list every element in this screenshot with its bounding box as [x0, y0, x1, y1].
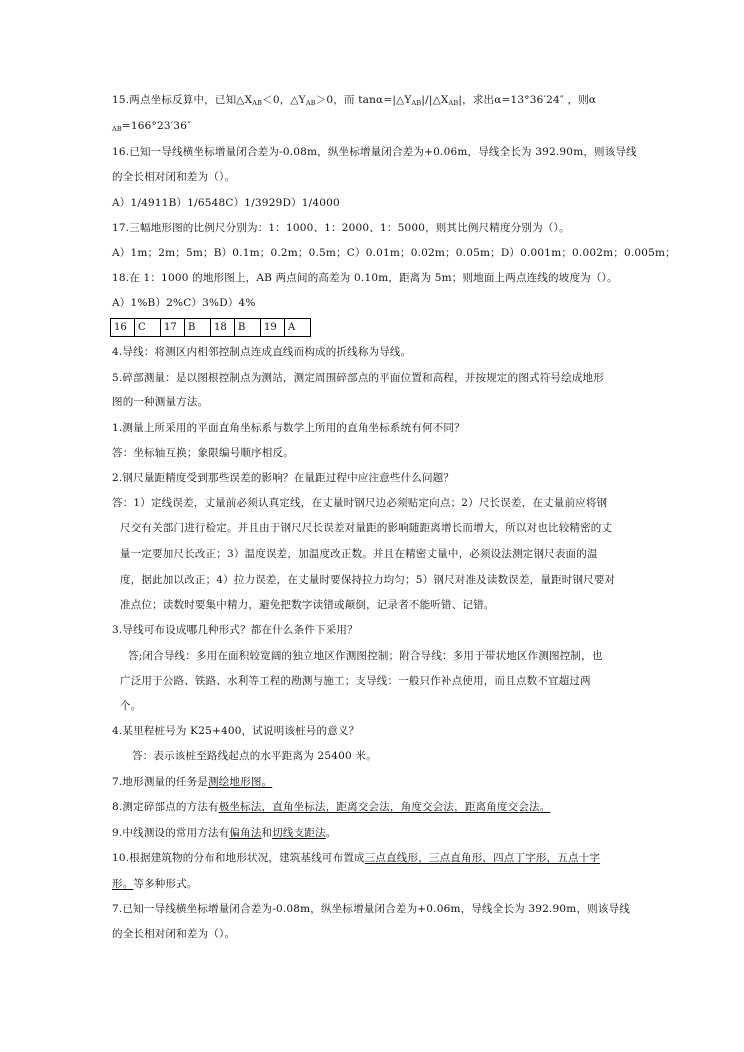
question-steel-tape: 2.钢尺量距精度受到那些误差的影响？在量距过程中应注意些什么问题？	[112, 472, 455, 484]
question-18: 18.在 1：1000 的地形图上，AB 两点间的高差为 0.10m，距离为 5m；则地面上两点连线的坡度为（）。	[112, 272, 618, 284]
definition-detail-survey-line-2: 图的一种测量方法。	[112, 396, 209, 408]
answer-steel-tape-line-5: 准点位；读数时要集中精力，避免把数字读错或颠倒，记录者不能听错、记错。	[120, 599, 495, 611]
question-16-options: A）1/4911B）1/6548C）1/3929D）1/4000	[112, 197, 340, 209]
answer-traverse-forms-line-1: 答;闭合导线：多用在面积较宽阔的独立地区作测图控制；附合导线：多用于带状地区作测图控制，也	[128, 650, 603, 662]
answer-steel-tape-line-3: 量一定要加尺长改正；3）温度误差，加温度改正数。并且在精密丈量中，必须设法测定钢尺表面的温	[120, 548, 598, 560]
fill-in-10-line-1: 10.根据建筑物的分布和地形状况，建筑基线可布置成三点直线形，三点直角形，四点丁字形，五点十字	[112, 852, 601, 864]
answer-coordinate-system: 答：坐标轴互换；象限编号顺序相反。	[112, 447, 294, 459]
question-18-options: A）1%B）2%C）3%D）4%	[112, 297, 256, 309]
answer-cell: 16	[111, 319, 135, 337]
question-7-line-2: 的全长相对闭和差为（）。	[112, 928, 236, 940]
question-15-line-2: $_{AB}$=166°23′36″	[112, 120, 192, 133]
answer-traverse-forms-line-2: 广泛用于公路、铁路、水利等工程的勘测与施工；支导线：一般只作补点使用，而且点数不宜超过两	[120, 675, 591, 687]
fill-in-7: 7.地形测量的任务是测绘地形图。	[112, 776, 273, 788]
definition-traverse: 4.导线：将测区内相邻控制点连成直线而构成的折线称为导线。	[112, 346, 412, 358]
fill-in-8: 8.测定碎部点的方法有极坐标法，直角坐标法，距离交会法，角度交会法，距离角度交会法。	[112, 801, 551, 813]
answer-cell: B	[235, 319, 261, 337]
answer-cell: 18	[211, 319, 235, 337]
answer-steel-tape-line-4: 度，据此加以改正；4）拉力误差，在丈量时要保持拉力均匀；5）钢尺对准及读数误差，量距时钢尺要对	[120, 574, 616, 586]
answer-chainage: 答：表示该桩至路线起点的水平距离为 25400 米。	[132, 750, 377, 762]
answer-cell: 17	[161, 319, 185, 337]
question-16-line-1: 16.已知一导线横坐标增量闭合差为-0.08m，纵坐标增量闭合差为+0.06m，导线全长为 392.90m，则该导线	[112, 146, 637, 158]
question-17: 17.三幅地形图的比例尺分别为：1：1000、1：2000、1：5000，则其比例尺精度分别为（）。	[112, 222, 570, 234]
question-coordinate-system: 1.测量上所采用的平面直角坐标系与数学上所用的直角坐标系统有何不同？	[112, 422, 465, 434]
question-chainage: 4.某里程桩号为 K25+400，试说明该桩号的意义？	[112, 725, 360, 737]
answer-cell: 19	[261, 319, 285, 337]
answer-table-row	[111, 319, 311, 337]
question-16-line-2: 的全长相对闭和差为（）。	[112, 171, 236, 183]
question-traverse-forms: 3.导线可布设成哪几种形式？都在什么条件下采用？	[112, 624, 358, 636]
answer-cell: B	[185, 319, 211, 337]
question-15-line-1: 15.两点坐标反算中，已知$\triangle X_{AB}<0$，$\triangle Y_{AB}>0$，而 $\tan\alpha=|\triangle Y_{AB}|/|\triangle X_{AB}|$，求出α=13°36′24″ ，则α	[112, 94, 597, 107]
answer-cell: C	[135, 319, 161, 337]
answer-cell: A	[285, 319, 311, 337]
fill-in-10-line-2: 形。等多种形式。	[112, 878, 198, 890]
definition-detail-survey-line-1: 5.碎部测量：是以图根控制点为测站，测定周围碎部点的平面位置和高程，并按规定的图式符号绘成地形	[112, 372, 604, 384]
fill-in-9: 9.中线测设的常用方法有偏角法和切线支距法。	[112, 827, 337, 839]
answer-steel-tape-line-2: 尺交有关部门进行检定。并且由于钢尺尺长误差对量距的影响随距离增长而增大，所以对也比较精密的丈	[120, 522, 613, 534]
answer-traverse-forms-line-3: 个。	[120, 700, 142, 712]
question-17-options: A）1m；2m；5m；B）0.1m；0.2m；0.5m；C）0.01m；0.02m；0.05m；D）0.001m；0.002m；0.005m；	[112, 247, 676, 259]
answer-steel-tape-line-1: 答：1）定线误差，丈量前必须认真定线，在丈量时钢尺边必须贴定向点；2）尺长误差，在丈量前应将钢	[112, 497, 608, 509]
question-7-line-1: 7.已知一导线横坐标增量闭合差为-0.08m，纵坐标增量闭合差为+0.06m，导线全长为 392.90m，则该导线	[112, 903, 630, 915]
answer-table	[110, 318, 311, 337]
